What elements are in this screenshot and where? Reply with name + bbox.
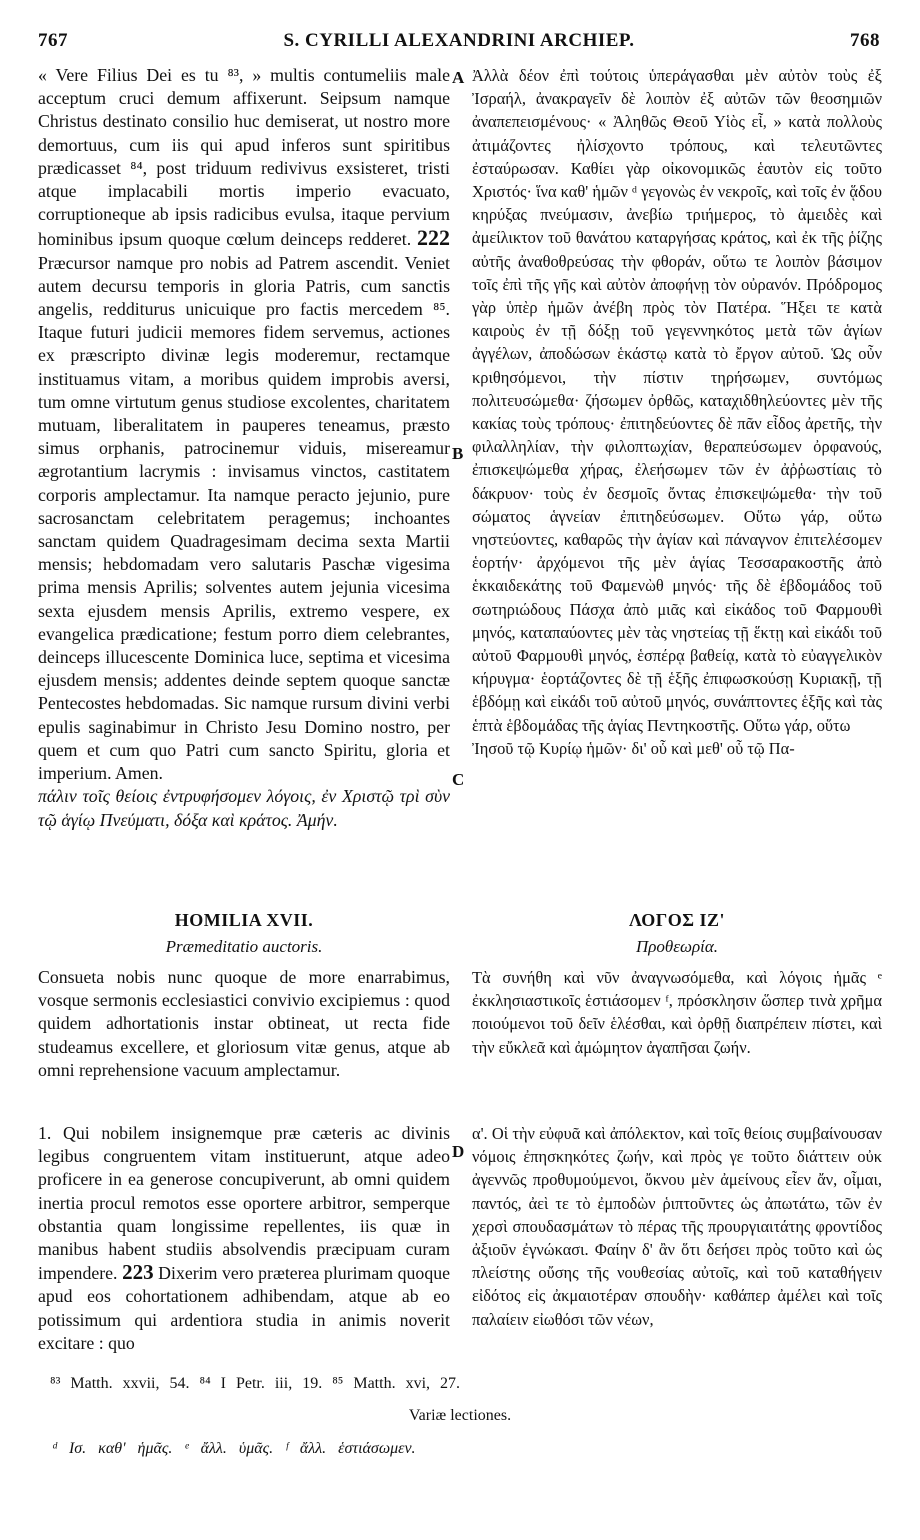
variae-lectiones-title: Variæ lectiones.	[408, 1407, 512, 1424]
margin-letter-d: D	[452, 1142, 465, 1161]
greek-section-1-text: α'. Οἱ τὴν εὐφυᾶ καὶ ἀπόλεκτον, καὶ τοῖς θείοις συμβαίνουσαν νόμοις ἐπησκηκότες ζωήν, καὶ πρὸς γε τοῦτο διάττειν οὐκ ἀγεννῶς προθυμούμενοι, ὄκνου μὲν ἀμείνους εἶεν ἄν, οἶμαι, παντός, ἀεὶ τε τὸ ἐμποδὼν ῥιπτοῦντες ὡς ἀπωτάτω, τῶν ἐν χερσὶ σπουδασμάτων τὸ πέρας τῆς προυργιαιτάτης φροντίδος ἀξιοῦν ἐγνώκασι. Φαίην δ' ἂν ὅτι δεήσει πρὸς τοῦτο καὶ ὡς πλείστης οὔσης τῆς νουθεσίας αὐτοῖς, καὶ τοῦ καταθήγειν εἰδότος εἰς ἀκμαιοτέραν σπουδὴν· καθάπερ ἀμέλει καὶ τοῖς παλαίειν εἰωθόσι τῶν νέων,	[472, 1124, 882, 1329]
latin-page-marker-223: 223	[122, 1260, 154, 1285]
footnotes: ⁸³ Matth. xxvii, 54. ⁸⁴ I Petr. iii, 19. ⁸⁵ Matth. xvi, 27.	[50, 1375, 461, 1392]
latin-intro-block	[38, 966, 450, 1082]
greek-intro-block	[472, 966, 882, 1059]
homily-subtitle: Præmeditatio auctoris.	[165, 937, 323, 956]
greek-column	[472, 64, 882, 760]
page-header	[38, 30, 880, 60]
homily-title: HOMILIA XVII.	[174, 910, 314, 930]
greek-section-1	[472, 1122, 882, 1331]
homily-heading	[38, 910, 450, 957]
running-title: S. CYRILLI ALEXANDRINI ARCHIEP.	[283, 30, 635, 51]
latin-section-1	[38, 1122, 450, 1355]
logos-subtitle: Προθεωρία.	[635, 937, 719, 956]
margin-letter-b: B	[452, 444, 464, 463]
latin-greek-tail: πάλιν τοῖς θείοις ἐντρυφήσομεν λόγοις, ἐν Χριστῷ τρὶ σὺν τῷ ἁγίῳ Πνεύματι, δόξα καὶ κράτος. Ἀμήν.	[38, 786, 450, 830]
greek-tail: Ἰησοῦ τῷ Κυρίῳ ἡμῶν· δι' οὗ καὶ μεθ' οὗ τῷ Πα-	[472, 738, 795, 758]
latin-text-2: Præcursor namque pro nobis ad Patrem ascendit. Veniet autem decursu temporis in gloria Patris, cum sanctis angelis, redditurus unicuique pro factis mercedem ⁸⁵. Itaque futuri judicii memores fidem servemus, actiones ex præscripto divinæ legis moderemur, rectamque instituamus vitam, a moribus quidem improbis aversi, tum omne virtutum genus studiose excolentes, charitatem mutuam, liberalitatem in pauperes teneamus, præsto simus orphanis, patrocinemur viduis, misereamur ægrotantium lacrymis : invisamus vinctos, castitatem corporis amplectamur. Ita namque peracto jejunio, pure sacrosanctam celebritatem peragemus; inchoantes sanctam quidem Quadragesimam decima sexta Martii mensis; hebdomadam vero salutaris Paschæ vigesima prima mensis Aprilis; solventes autem jejunia vicesima sexta ejusdem mensis Aprilis, extremo vespere, ex evangelica prædicatione; festum porro diem celebrantes, deinceps illucescente Dominica luce, septima et vicesima ejusdem mensis; addentes deinde septem quoque sanctæ Pentecostes hebdomadas. Sic namque rursum divini verbi epulis saginabimur in Christo Jesu Domino nostro, per quem et cum quo Patri cum sancto Spiritu, gloria et imperium. Amen.	[38, 252, 450, 784]
greek-intro: Τὰ συνήθη καὶ νῦν ἀναγνωσόμεθα, καὶ λόγοις ἡμᾶς ᵉ ἐκκλησιαστικοῖς ἑστιάσομεν ᶠ, πρόσκλησιν ὥσπερ τινὰ χρῆμα ποιούμενοι τοῦ δεῖν ἑλέσθαι, καὶ ὀρθῇ διαπρέπειν πίστει, καὶ τὴν εὔκλεᾶ καὶ ἀμώμητον ἀγαπῆσαι ζωήν.	[472, 968, 882, 1057]
latin-section-1-text	[38, 1122, 450, 1355]
greek-paragraph-1: Ἀλλὰ δέον ἐπὶ τούτοις ὑπεράγασθαι μὲν αὐτὸν τοὺς ἐξ Ἰσραήλ, ἀνακραγεῖν δὲ λοιπὸν ἐξ αὐτῶν τῶν θεοσημιῶν ἀναπεπεισμένους· « Ἀληθῶς Θεοῦ Υἱὸς εἶ, » κατὰ πολλοὺς ἀτιμάζοντες ἠλίσχοντο τρόπους, καὶ τελευτῶντες ἐσταύρωσαν. Καθίει γὰρ οἰκονομικῶς ἑαυτὸν εἰς τοῦτο Χριστός· ἵνα καθ' ἡμῶν ᵈ γεγονὼς ἐν νεκροῖς, καὶ τοῖς ἐν ᾅδου κηρύξας πνεύμασιν, ἀνεβίω τριήμερος, τὸ ἀμειδὲς καὶ ἀμείλικτον τοῦ θανάτου καταργήσας κράτος, καὶ ἐκ τῆς ῥίζης αὐτῆς ἀναθοθρεύσας τὴν φθοράν, οὕτω τε λοιπὸν βάσιμον τοῖς ἐπὶ τῆς γῆς καὶ αὐτὸν ἀποφήνῃ τὸν οὐρανόν. Πρόδρομος γὰρ ὑπὲρ ἡμῶν ἀνέβη πρὸς τὸν Πατέρα. Ἥξει τε κατὰ καιροὺς ἐν τῇ δόξῃ τοῦ γεγεννηκότος μετὰ τῶν ἁγίων ἀγγέλων, ἀποδώσων ἑκάστῳ κατὰ τὸ ἔργον αὐτοῦ. Ὡς οὖν κριθησόμενοι, τὴν πίστιν τηρήσωμεν, συντόμως πολιτευσώμεθα· ζήσωμεν ὀρθῶς, καταχιδθηλεύοντες μὲν τῆς κακίας τοὺς τρόπους· ἐπιτηδεύοντες δὲ πᾶν εἶδος ἀρετῆς, τὴν φιλαλληλίαν, τὴν φιλοπτωχίαν, θεραπεύσωμεν ὀρφανούς, ἐπισκεψώμεθα χήρας, ἐλεήσωμεν τῶν ἐν ἀῤῥωστίαις τὸ δάκρυον· τοὺς ἐν δεσμοῖς ὄντας ἐπισκεψώμεθα· τὴν τοῦ σώματος ἁγνείαν ἐπιτηδεύσωμεν. Οὕτω γάρ, οὕτω νηστεύοντες, καθαρῶς τὴν ἁγίαν καὶ πάναγνον ἐπιτελέσομεν ἑορτήν· ἀρχόμενοι τῆς μὲν ἁγίας Τεσσαρακοστῆς ἀπὸ ἑκκαιδεκάτης τοῦ Φαμενὼθ μηνός· τῆς δὲ ἑβδομάδος τοῦ σωτηριώδους Πάσχα ἀπὸ μιᾶς καὶ εἰκάδος τοῦ Φαρμουθὶ μηνός, καταπαύοντες μὲν τὰς νηστείας τῇ ἕκτῃ καὶ εἰκάδι τοῦ αὐτοῦ Φαρμουθὶ μηνός, ἑσπέρᾳ βαθείᾳ, κατὰ τὸ εὐαγγελικὸν κήρυγμα· ἑορτάζοντες δὲ τῇ ἑξῆς ἐπιφωσκούσῃ Κυριακῇ, τῇ ἑβδόμῃ καὶ εἰκάδι τοῦ αὐτοῦ μηνός, συνάπτοντες ἑξῆς καὶ τὰς ἑπτὰ ἑβδομάδας τῆς ἁγίας Πεντηκοστῆς. Οὕτω γάρ, οὕτω	[472, 66, 882, 735]
latin-sec1-b: Dixerim vero præterea plurimam quoque apud eos cohortationem adhibendam, atque ab eo potissimum qui ardentiora studia in animis noverit excitare : quo	[38, 1263, 450, 1353]
variae-lectiones: ᵈ Ισ. καθ' ἡμᾶς. ᵉ ἄλλ. ὑμᾶς. ᶠ ἄλλ. ἑστιάσωμεν.	[52, 1440, 416, 1457]
right-page-number: 768	[849, 30, 880, 51]
latin-paragraph-1	[38, 64, 450, 785]
margin-letter-c: C	[452, 770, 465, 789]
latin-column	[38, 64, 450, 832]
logos-title: ΛΟΓΟΣ ΙΖ'	[628, 910, 726, 930]
left-page-number: 767	[38, 30, 68, 51]
latin-intro: Consueta nobis nunc quoque de more enarrabimus, vosque sermonis ecclesiastici convivio excipiemus : quod quidem adhortationis instar obtineat, ut recta fide studeamus excellere, et gloriosum vitæ genus, atque ab omni reprehensione vacuum amplectamur.	[38, 967, 450, 1080]
latin-text-1: « Vere Filius Dei es tu ⁸³, » multis contumeliis male acceptum cruci demum affixerunt. Seipsum namque Christus destinato consilio huc demiserat, ut nostro more demortuus, cum iis qui apud inferos sunt spiritibus prædicasset ⁸⁴, post triduum redivivus exsisteret, tristi atque implacabili mortis imperio evacuato, corruptioneque ab ipsis radicibus evulsa, itaque pervium hominibus ipsum quoque cœlum deinceps redderet.	[38, 65, 450, 250]
latin-sec1-a: 1. Qui nobilem insignemque præ cæteris ac divinis legibus congruentem vitam instituerunt, atque adeo proficere in ea generose concupiverunt, ab omni quidem inertia procul remotos esse oportere arbitror, semperque obstantia quam longissime repellentes, iis quæ in manibus habent studiis absolvendis præcipuam curam impendere.	[38, 1123, 450, 1284]
logos-heading	[472, 910, 882, 957]
margin-letter-a: A	[452, 68, 465, 87]
latin-page-marker-222: 222	[417, 225, 451, 251]
